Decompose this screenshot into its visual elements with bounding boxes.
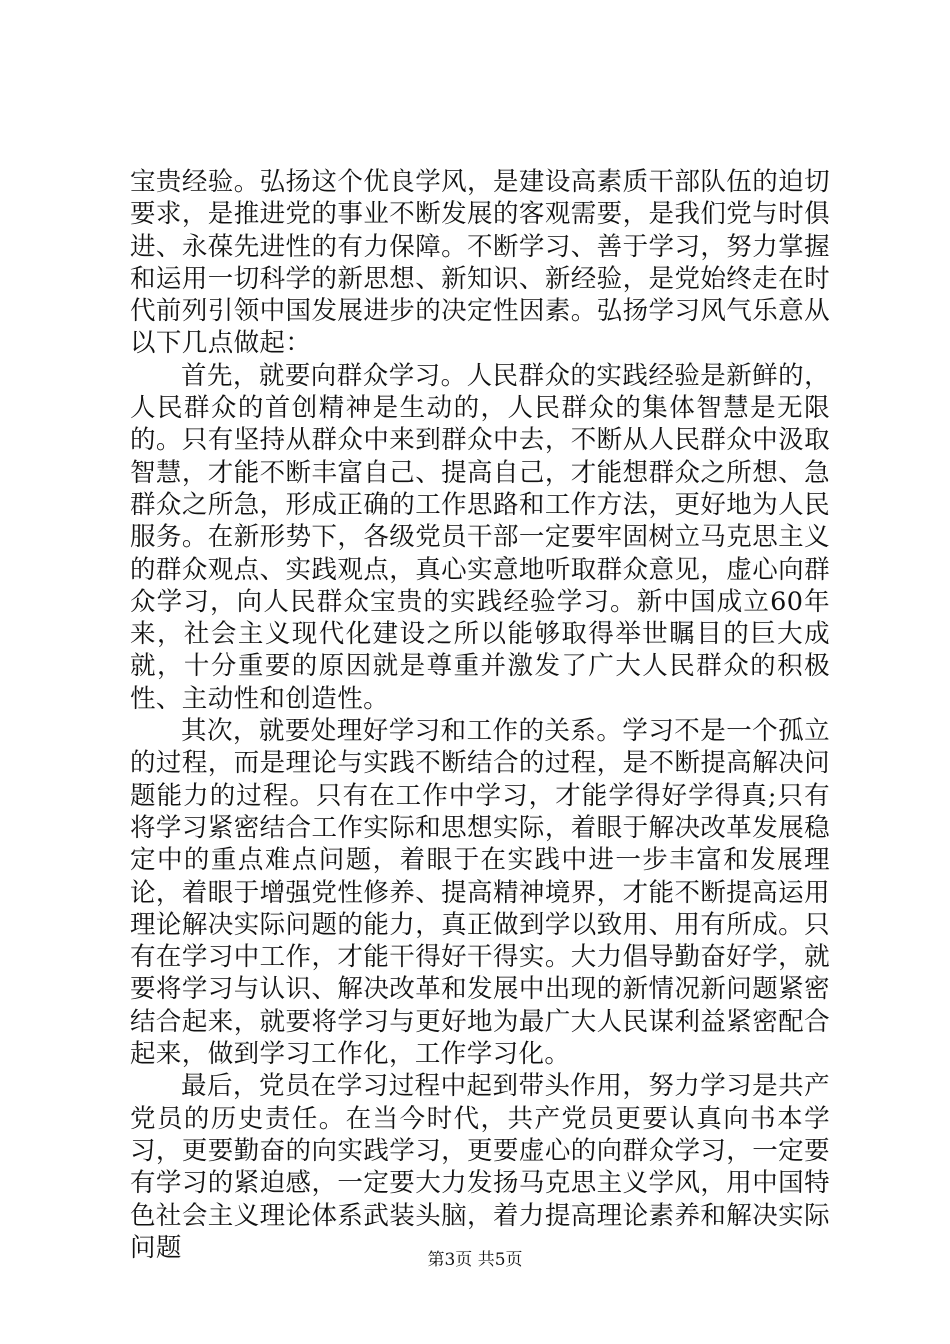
page-footer: [0, 1245, 950, 1270]
paragraph-continuation: 宝贵经验。弘扬这个优良学风，是建设高素质干部队伍的迫切要求，是推进党的事业不断发展的客观需要，是我们党与时俱进、永葆先进性的有力保障。不断学习、善于学习，努力掌握和运用一切科学的新思想、新知识、新经验，是党始终走在时代前列引领中国发展进步的决定性因素。弘扬学习风气乐意从以下几点做起：: [130, 167, 830, 359]
paragraph-first-point: 首先，就要向群众学习。人民群众的实践经验是新鲜的，人民群众的首创精神是生动的，人民群众的集体智慧是无限的。只有坚持从群众中来到群众中去，不断从人民群众中汲取智慧，才能不断丰富自己、提高自己，才能想群众之所想、急群众之所急，形成正确的工作思路和工作方法，更好地为人民服务。在新形势下，各级党员干部一定要牢固树立马克思主义的群众观点、实践观点，真心实意地听取群众意见，虚心向群众学习，向人民群众宝贵的实践经验学习。新中国成立60年来，社会主义现代化建设之所以能够取得举世瞩目的巨大成就，十分重要的原因就是尊重并激发了广大人民群众的积极性、主动性和创造性。: [130, 360, 830, 714]
page-number: 第3页 共5页: [427, 1250, 523, 1270]
document-body: [130, 166, 830, 1264]
paragraph-last-point: 最后，党员在学习过程中起到带头作用，努力学习是共产党员的历史责任。在当今时代，共产党员更要认真向书本学习，更要勤奋的向实践学习，更要虚心的向群众学习，一定要有学习的紧迫感，一定要大力发扬马克思主义学风，用中国特色社会主义理论体系武装头脑，着力提高理论素养和解决实际问题: [130, 1071, 830, 1263]
paragraph-second-point: 其次，就要处理好学习和工作的关系。学习不是一个孤立的过程，而是理论与实践不断结合的过程，是不断提高解决问题能力的过程。只有在工作中学习，才能学得好学得真;只有将学习紧密结合工作实际和思想实际，着眼于解决改革发展稳定中的重点难点问题，着眼于在实践中进一步丰富和发展理论，着眼于增强党性修养、提高精神境界，才能不断提高运用理论解决实际问题的能力，真正做到学以致用、用有所成。只有在学习中工作，才能干得好干得实。大力倡导勤奋好学，就要将学习与认识、解决改革和发展中出现的新情况新问题紧密结合起来，就要将学习与更好地为最广大人民谋利益紧密配合起来，做到学习工作化，工作学习化。: [130, 716, 830, 1070]
